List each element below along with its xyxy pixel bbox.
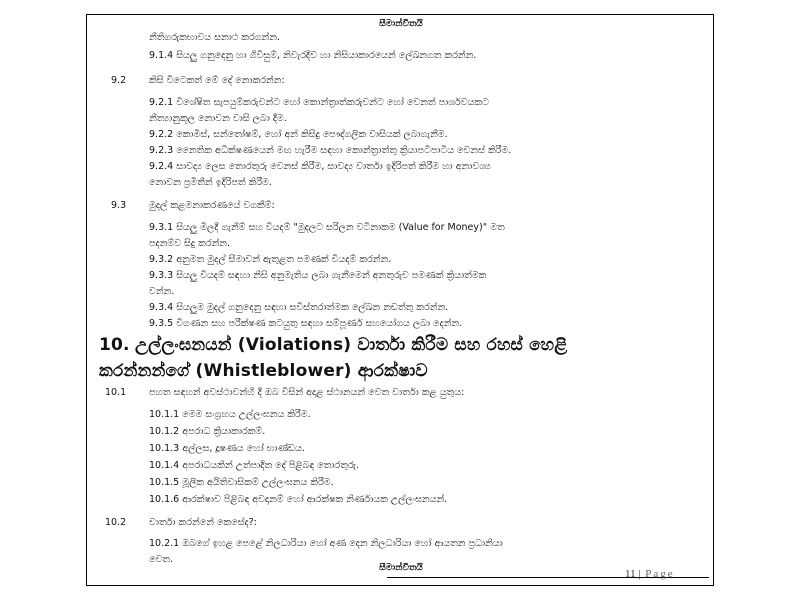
list-item: 9.2.4 සාවද්‍ය ලෙස තොරතුරු වෙනස් කිරීම, සාවද්‍ය වාර්තා ඉදිරිපත් කිරීම හා අනාවශ්‍ය — [149, 161, 491, 172]
list-item: වෙත. — [149, 554, 174, 565]
list-item: 10.1.4 අපරාධයකින් උත්පාදිත දේ පිළිබඳ තොරතුරු. — [149, 460, 359, 471]
section-10-2-number: 10.2 — [105, 517, 127, 528]
section-9-3-number: 9.3 — [111, 200, 127, 211]
list-item: 10.1.6 ආරක්ෂාව පිළිබඳ අවදානම් හෝ ආරක්ෂක නිර්ණායක උල්ලංඝනයන්. — [149, 494, 448, 505]
page-number-value: 11 — [625, 568, 636, 580]
section-10-1-number: 10.1 — [105, 387, 127, 398]
section-9-2-number: 9.2 — [111, 75, 127, 86]
section-10-1-title: පහත සඳහන් අවස්ථාවන්හි දී ඔබ විසින් අදාළ ස්ථානයන් වෙත වාර්තා කළ යුතුය: — [149, 387, 465, 398]
section-10-title-line-1: උල්ලංඝනයන් (Violations) වාර්තා කිරීම සහ රහස් හෙළි — [135, 335, 568, 355]
list-item: නීත්‍යානුකූල නොවන වාසි ලබා දීම. — [149, 113, 287, 124]
list-item: 9.3.5 විගණන සහ පරීක්ෂණ කටයුතු සඳහා සම්පූර්ණ සහයෝගය ලබා දෙන්න. — [149, 318, 463, 329]
list-item: 9.3.1 සියලු මිලදී ගැනීම් සහ වියදම් "මුදලට සරිලන වටිනාකම (Value for Money)" මත — [149, 222, 505, 233]
list-item: 10.1.5 මූලික අයිතිවාසිකම් උල්ලංඝනය කිරීම. — [149, 477, 334, 488]
intro-line-2: 9.1.4 සියලු ගනුදෙනු හා ගිවිසුම්, නිවැරදිව හා නිසියාකාරයෙන් ලේඛනගත කරන්න. — [149, 50, 477, 61]
list-item: නොවන ප්‍රමිතීන් ඉදිරිපත් කිරීම. — [149, 177, 272, 188]
intro-line-1: නීතිගරුකභාවය සනාථ කරගන්න. — [149, 32, 280, 43]
section-10-number: 10. — [99, 335, 130, 355]
list-item: 9.3.3 සියලු වියදම් සඳහා නිසි අනුමැතිය ලබා ගැනීමෙන් අනතුරුව පමණක් ක්‍රියාත්මක — [149, 270, 487, 281]
section-9-3-title: මුදල් කළමනාකරණයේ වගකීම්: — [149, 200, 275, 211]
document-page — [86, 14, 714, 586]
footer-classification: සීමාන්විතයි — [379, 563, 423, 573]
list-item: 10.1.2 අපරාධ ක්‍රියාකාරකම්. — [149, 426, 266, 437]
section-10-title-line-2: කරන්නන්ගේ (Whistleblower) ආරක්ෂාව — [99, 361, 428, 381]
list-item: පදනම්ව සිදු කරන්න. — [149, 238, 231, 249]
list-item: 9.2.3 නෛතික අධීක්ෂණයෙන් මඟ හැරීම සඳහා කොන්ත්‍රාත්තු ක්‍රියාපටිපාටිය වෙනස් කිරීම. — [149, 145, 512, 156]
list-item: 10.2.1 ඔබගේ ඉහළ පෙළේ නිලධාරියා හෝ අණ දෙන නිලධාරියා හෝ ආයතන ප්‍රධානියා — [149, 538, 503, 549]
list-item: 9.2.1 විශේෂිත සැපයුම්කරුවන්ට හෝ කොන්ත්‍රාත්කරුවන්ට හෝ වෙනත් පාර්ශවයකට — [149, 97, 489, 108]
page-separator: | — [638, 568, 643, 580]
page-label: Page — [645, 568, 675, 580]
header-classification: සීමාන්විතයි — [379, 19, 423, 29]
page-number — [625, 568, 675, 580]
list-item: වන්න. — [149, 286, 175, 297]
list-item: 10.1.3 අල්ලස, දූෂණය හෝ භාණ්ඩය. — [149, 443, 305, 454]
list-item: 10.1.1 මෙම සංග්‍රහය උල්ලංඝනය කිරීම. — [149, 409, 311, 420]
list-item: 9.3.4 සියලුම මුදල් ගනුදෙනු සඳහා සවිස්තරාත්මක ලේඛන නඩත්තු කරන්න. — [149, 302, 449, 313]
section-9-2-title: කිසි විටෙකත් මේ දේ නොකරන්න: — [149, 75, 285, 86]
section-10-2-title: වාර්තා කරන්නේ කෙසේද?: — [149, 517, 257, 528]
list-item: 9.3.2 අනුමත මුදල් සීමාවන් ඇතුළත පමණක් වියදම් කරන්න. — [149, 254, 392, 265]
list-item: 9.2.2 කොමිස්, සන්තෝෂම්, හෝ අන් කිසිදු පෞද්ගලික වාසියක් ලබාගැනීම. — [149, 129, 448, 140]
